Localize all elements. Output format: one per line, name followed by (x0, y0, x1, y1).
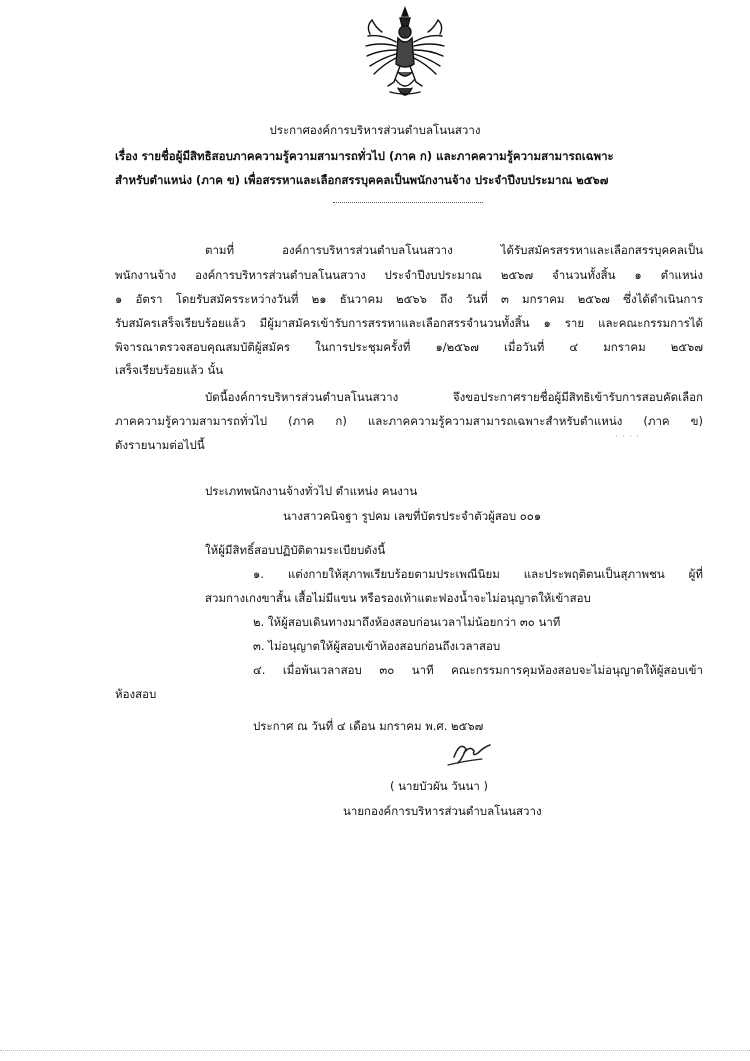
announcement-date: ประกาศ ณ วันที่ ๔ เดือน มกราคม พ.ศ. ๒๕๖๗ (253, 719, 484, 733)
rule-1-line-1: ๑. แต่งกายให้สุภาพเรียบร้อยตามประเพณีนิยม และประพฤติตนเป็นสุภาพชน ผู้ที่ (253, 567, 703, 581)
position-line: ประเภทพนักงานจ้างทั่วไป ตำแหน่ง คนงาน (205, 484, 418, 498)
scan-bottom-edge (0, 1050, 750, 1051)
para1-line-4: รับสมัครเสร็จเรียบร้อยแล้ว มีผู้มาสมัครเข้ารับการสรรหาและเลือกสรรจำนวนทั้งสิ้น ๑ ราย และคณะกรรมการได้ (115, 316, 703, 330)
header-divider (333, 202, 483, 203)
rule-3: ๓. ไม่อนุญาตให้ผู้สอบเข้าห้องสอบก่อนถึงเวลาสอบ (253, 639, 501, 653)
rules-heading: ให้ผู้มีสิทธิ์สอบปฏิบัติตามระเบียบดังนี้ (205, 543, 386, 557)
para1-line-6: เสร็จเรียบร้อยแล้ว นั้น (115, 363, 224, 377)
signer-name: ( นายบัวผัน วันนา ) (390, 779, 488, 793)
rule-2: ๒. ให้ผู้สอบเดินทางมาถึงห้องสอบก่อนเวลาไม่น้อยกว่า ๓๐ นาที (253, 615, 561, 629)
signer-title: นายกองค์การบริหารส่วนตำบลโนนสวาง (343, 804, 542, 818)
announcement-title: ประกาศองค์การบริหารส่วนตำบลโนนสวาง (269, 123, 481, 137)
subject-line-2: สำหรับตำแหน่ง (ภาค ข) เพื่อสรรหาและเลือกสรรบุคคลเป็นพนักงานจ้าง ประจำปีงบประมาณ ๒๕๖๗ (115, 173, 609, 187)
para1-line-1: ตามที่ องค์การบริหารส่วนตำบลโนนสวาง ได้รับสมัครสรรหาและเลือกสรรบุคคลเป็น (205, 243, 703, 257)
para1-line-2: พนักงานจ้าง องค์การบริหารส่วนตำบลโนนสวาง ประจำปีงบประมาณ ๒๕๖๗ จำนวนทั้งสิ้น ๑ ตำแหน่ง (115, 268, 703, 282)
candidate-line: นางสาวคนิจฐา รูปคม เลขที่บัตรประจำตัวผู้สอบ ๐๐๑ (283, 509, 542, 523)
para2-line-2: ภาคความรู้ความสามารถทั่วไป (ภาค ก) และภาคความรู้ความสามารถเฉพาะสำหรับตำแหน่ง (ภาค ข) (115, 414, 703, 428)
rule-4-line-2: ห้องสอบ (115, 687, 157, 701)
scan-artifact: · · · · (615, 432, 640, 441)
handwritten-signature-icon (440, 735, 500, 769)
subject-line-1: เรื่อง รายชื่อผู้มีสิทธิสอบภาคความรู้ความสามารถทั่วไป (ภาค ก) และภาคความรู้ความสามารถเฉพาะ (115, 149, 614, 163)
para1-line-3: ๑ อัตรา โดยรับสมัครระหว่างวันที่ ๒๑ ธันวาคม ๒๕๖๖ ถึง วันที่ ๓ มกราคม ๒๕๖๗ ซึ่งได้ดำเนินการ (115, 292, 703, 306)
rule-4-line-1: ๔. เมื่อพ้นเวลาสอบ ๓๐ นาที คณะกรรมการคุมห้องสอบจะไม่อนุญาตให้ผู้สอบเข้า (253, 663, 703, 677)
para2-line-3: ดังรายนามต่อไปนี้ (115, 438, 205, 452)
para1-line-5: พิจารณาตรวจสอบคุณสมบัติผู้สมัคร ในการประชุมครั้งที่ ๑/๒๕๖๗ เมื่อวันที่ ๔ มกราคม ๒๕๖๗ (115, 340, 703, 354)
para2-line-1: บัดนี้องค์การบริหารส่วนตำบลโนนสวาง จึงขอประกาศรายชื่อผู้มีสิทธิเข้ารับการสอบคัดเลือก (205, 390, 703, 404)
garuda-emblem-icon (362, 6, 448, 104)
rule-1-line-2: สวมกางเกงขาสั้น เสื้อไม่มีแขน หรือรองเท้าแตะฟองน้ำจะไม่อนุญาตให้เข้าสอบ (205, 591, 591, 605)
